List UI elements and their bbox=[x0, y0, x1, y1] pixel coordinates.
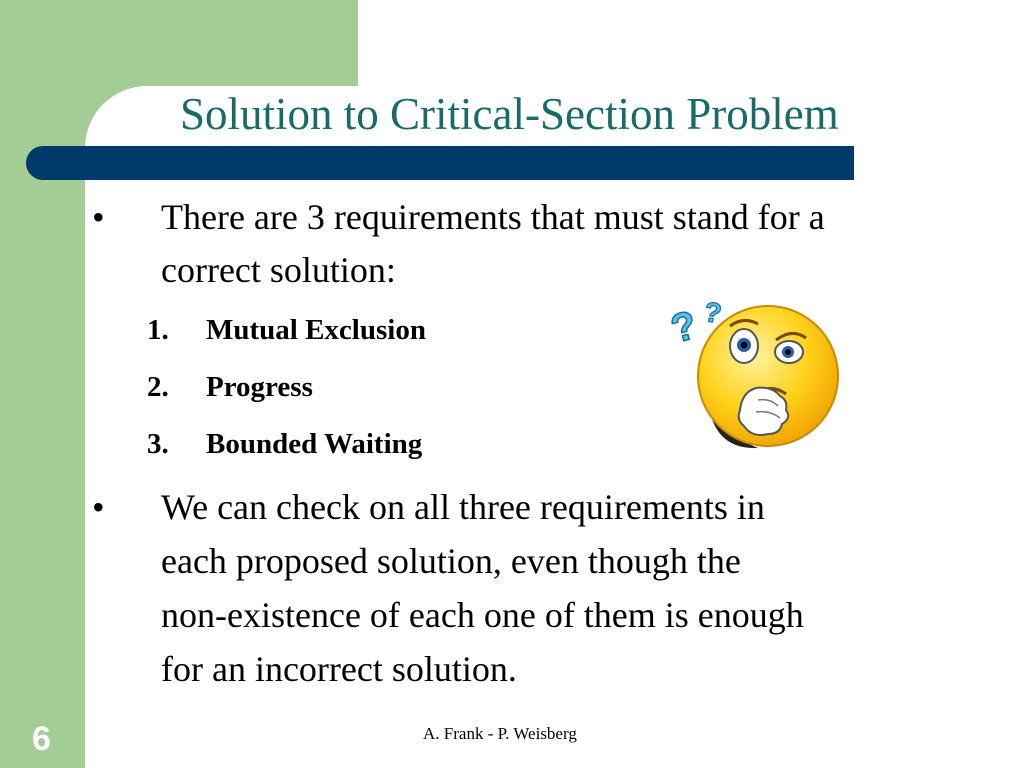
bullet-text-line: There are 3 requirements that must stand for a bbox=[161, 197, 825, 237]
footer-authors: A. Frank - P. Weisberg bbox=[423, 724, 577, 743]
question-mark-icon: ? bbox=[666, 302, 702, 352]
bullet-text-line: We can check on all three requirements in bbox=[161, 487, 765, 527]
bullet-marker: • bbox=[92, 487, 105, 527]
slide-title: Solution to Critical-Section Problem bbox=[180, 89, 839, 139]
left-green-band bbox=[0, 0, 85, 768]
question-mark-icon: ? bbox=[701, 295, 724, 330]
requirement-mutual-exclusion: Mutual Exclusion bbox=[206, 314, 426, 346]
bullet-marker: • bbox=[92, 197, 105, 237]
bullet-text-line: each proposed solution, even though the bbox=[161, 541, 741, 581]
slide-number: 6 bbox=[32, 720, 51, 758]
bullet-text-line: for an incorrect solution. bbox=[161, 649, 517, 689]
thinking-face-icon bbox=[660, 288, 850, 458]
requirement-number: 1. bbox=[147, 314, 169, 346]
requirement-bounded-waiting: Bounded Waiting bbox=[206, 428, 423, 460]
title-underline-bar bbox=[26, 146, 854, 180]
requirement-number: 3. bbox=[147, 428, 169, 460]
requirement-progress: Progress bbox=[206, 371, 313, 403]
bullet-text-line: non-existence of each one of them is enough bbox=[161, 595, 804, 635]
bullet-text-line: correct solution: bbox=[161, 250, 396, 290]
requirement-number: 2. bbox=[147, 371, 169, 403]
